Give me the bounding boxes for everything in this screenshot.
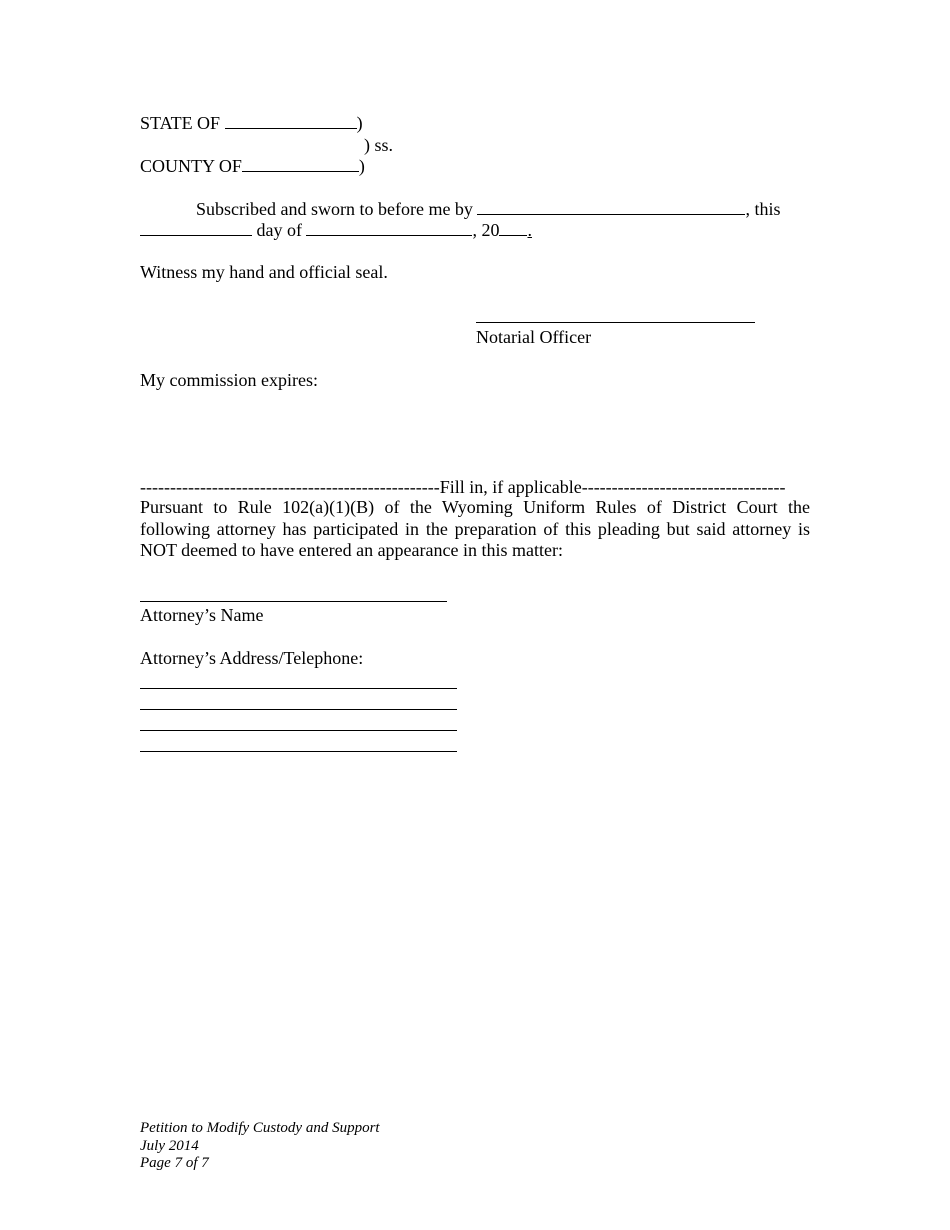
affiant-name-blank[interactable] — [477, 198, 745, 215]
attorney-address-label: Attorney’s Address/Telephone: — [140, 648, 364, 668]
footer-title: Petition to Modify Custody and Support — [140, 1120, 380, 1136]
footer — [140, 1120, 380, 1173]
attorney-name-label: Attorney’s Name — [140, 605, 264, 625]
county-paren: ) — [358, 156, 365, 176]
state-line — [140, 112, 363, 134]
attorney-address-line[interactable] — [140, 751, 457, 752]
attorney-address-line[interactable] — [140, 688, 457, 689]
fill-in-label: Fill in, if applicable — [439, 477, 582, 497]
fill-in-header — [140, 476, 786, 498]
witness-statement: Witness my hand and official seal. — [140, 262, 388, 282]
oath-line-2 — [140, 219, 532, 241]
county-blank[interactable] — [242, 155, 359, 172]
attorney-address-line[interactable] — [140, 709, 457, 710]
county-label: COUNTY OF — [140, 156, 242, 176]
county-line — [140, 155, 365, 177]
attorney-address-line[interactable] — [140, 730, 457, 731]
ss-line — [364, 134, 393, 156]
notary-signature-line[interactable] — [476, 322, 755, 323]
oath-text-1: Subscribed and sworn to before me by — [196, 199, 473, 219]
state-blank[interactable] — [225, 112, 357, 129]
state-paren: ) — [356, 113, 363, 133]
attorney-name-line[interactable] — [140, 601, 447, 602]
state-label: STATE OF — [140, 113, 221, 133]
commission-expires: My commission expires: — [140, 370, 318, 390]
year-suffix: . — [527, 220, 532, 240]
day-blank[interactable] — [140, 219, 252, 236]
fill-in-dashes-right: ---------------------------------- — [581, 477, 786, 497]
month-blank[interactable] — [306, 219, 472, 236]
rule-paragraph: Pursuant to Rule 102(a)(1)(B) of the Wyoming Uniform Rules of District Court the following attorney has participated in the preparation of this pleading but said attorney is NOT deemed to have entered an appearance in this matter: — [140, 497, 810, 560]
notary-label: Notarial Officer — [476, 327, 592, 347]
oath-text-2: , this — [745, 199, 781, 219]
ss-label: ss. — [374, 135, 394, 155]
ss-paren: ) — [364, 135, 370, 155]
footer-date: July 2014 — [140, 1137, 199, 1154]
year-prefix: , 20 — [472, 220, 500, 240]
fill-in-dashes-left: -------------------------------------------------- — [140, 477, 440, 497]
footer-page: Page 7 of 7 — [140, 1155, 209, 1171]
day-of-label: day of — [256, 220, 302, 240]
oath-line-1 — [196, 198, 780, 220]
year-blank[interactable] — [499, 219, 527, 236]
